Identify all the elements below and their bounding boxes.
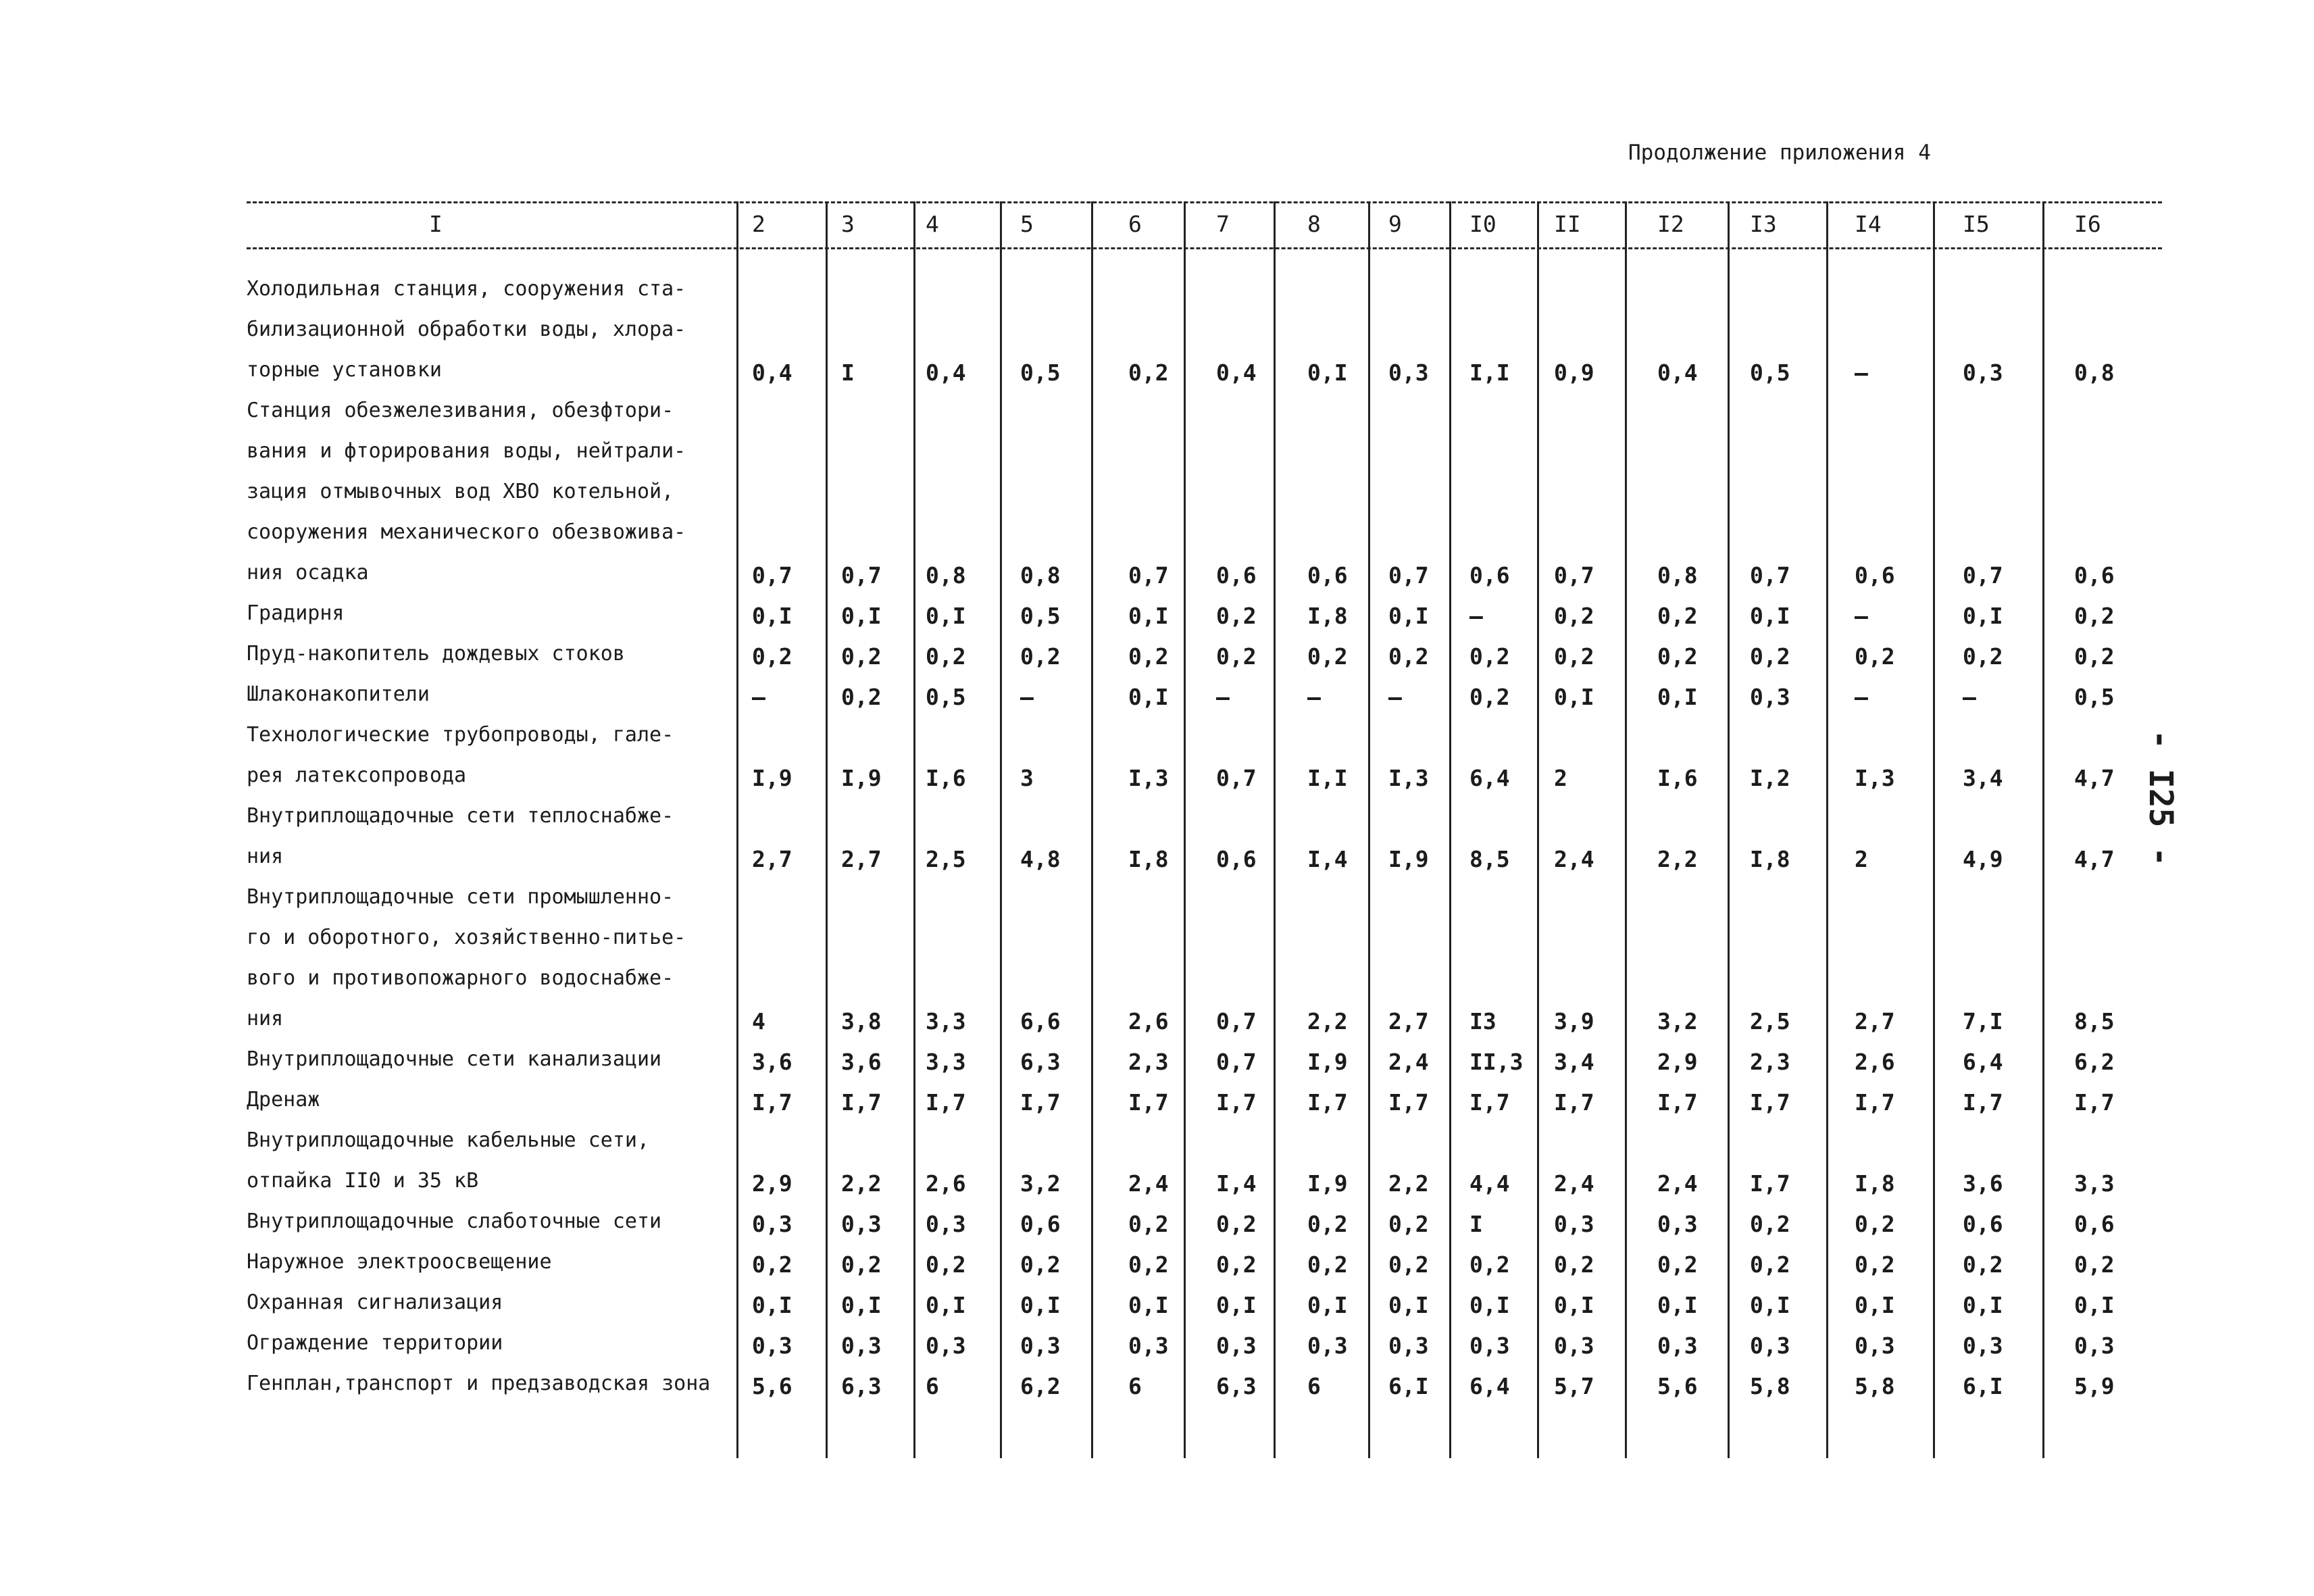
table-cell: 0,2 bbox=[1554, 603, 1594, 629]
column-separator bbox=[1933, 201, 1935, 1458]
table-cell: 2,9 bbox=[1657, 1049, 1698, 1075]
column-separator bbox=[1274, 201, 1276, 1458]
table-cell: 0,2 bbox=[1216, 1251, 1257, 1278]
table-cell: 0,6 bbox=[1216, 846, 1257, 872]
table-cell: I,9 bbox=[1307, 1170, 1348, 1197]
table-cell: 2,4 bbox=[1657, 1170, 1698, 1197]
table-cell: – bbox=[1020, 684, 1034, 710]
table-cell: 0,I bbox=[841, 603, 882, 629]
table-cell: 6,I bbox=[1388, 1373, 1429, 1399]
table-cell: 0,3 bbox=[1963, 359, 2003, 386]
table-cell: 0,2 bbox=[1469, 684, 1510, 710]
table-cell: 5,6 bbox=[1657, 1373, 1698, 1399]
table-cell: I,9 bbox=[841, 765, 882, 791]
table-cell: – bbox=[1855, 603, 1868, 629]
table-cell: 0,3 bbox=[752, 1211, 793, 1237]
table-cell: I,7 bbox=[2074, 1089, 2115, 1116]
table-cell: 3,2 bbox=[1020, 1170, 1061, 1197]
table-cell: 4,4 bbox=[1469, 1170, 1510, 1197]
table-cell: 3,6 bbox=[1963, 1170, 2003, 1197]
row-label: Шлаконакопители bbox=[247, 682, 430, 706]
continuation-heading: Продолжение приложения 4 bbox=[1628, 141, 1931, 165]
table-cell: 0,5 bbox=[1750, 359, 1790, 386]
table-cell: 3,4 bbox=[1963, 765, 2003, 791]
table-cell: 0,2 bbox=[1963, 643, 2003, 670]
table-cell: 0,2 bbox=[1750, 1211, 1790, 1237]
table-cell: 0,I bbox=[1020, 1292, 1061, 1318]
column-header: 2 bbox=[752, 211, 765, 237]
table-cell: 0,I bbox=[2074, 1292, 2115, 1318]
table-cell: 0,I bbox=[1750, 603, 1790, 629]
table-cell: I3 bbox=[1469, 1008, 1496, 1034]
table-cell: 0,7 bbox=[1750, 562, 1790, 589]
table-cell: 0,2 bbox=[1750, 1251, 1790, 1278]
column-header: I bbox=[429, 211, 443, 237]
table-cell: I bbox=[841, 359, 855, 386]
table-cell: 0,2 bbox=[1469, 1251, 1510, 1278]
row-label: Генплан,транспорт и предзаводская зона bbox=[247, 1372, 711, 1395]
table-cell: I,9 bbox=[1307, 1049, 1348, 1075]
table-cell: 0,7 bbox=[1128, 562, 1169, 589]
row-label: Внутриплощадочные сети теплоснабже- ния bbox=[247, 804, 674, 868]
table-cell: 0,6 bbox=[1469, 562, 1510, 589]
table-cell: – bbox=[1963, 684, 1976, 710]
table-cell: 6,3 bbox=[841, 1373, 882, 1399]
column-separator bbox=[1537, 201, 1539, 1458]
table-cell: 0,2 bbox=[841, 1251, 882, 1278]
table-cell: 0,7 bbox=[1216, 1008, 1257, 1034]
row-label: Внутриплощадочные слаботочные сети bbox=[247, 1210, 662, 1233]
table-cell: – bbox=[1216, 684, 1230, 710]
table-cell: 2,2 bbox=[1657, 846, 1698, 872]
table-cell: 3,3 bbox=[926, 1049, 966, 1075]
table-cell: 3,6 bbox=[841, 1049, 882, 1075]
row-label: Технологические трубопроводы, гале- рея латексопровода bbox=[247, 723, 674, 787]
column-separator bbox=[1000, 201, 1002, 1458]
table-cell: 0,6 bbox=[1020, 1211, 1061, 1237]
row-label: Дренаж bbox=[247, 1088, 320, 1112]
table-cell: 0,3 bbox=[1554, 1211, 1594, 1237]
table-cell: I,8 bbox=[1307, 603, 1348, 629]
table-cell: 2 bbox=[1554, 765, 1567, 791]
column-separator bbox=[1625, 201, 1627, 1458]
table-cell: 0,I bbox=[926, 603, 966, 629]
table-cell: 2,3 bbox=[1128, 1049, 1169, 1075]
table-cell: I,7 bbox=[1307, 1089, 1348, 1116]
table-cell: 0,4 bbox=[752, 359, 793, 386]
row-label: Градирня bbox=[247, 601, 345, 625]
column-separator bbox=[1184, 201, 1186, 1458]
table-cell: – bbox=[1855, 359, 1868, 386]
table-cell: II,3 bbox=[1469, 1049, 1524, 1075]
column-header: 4 bbox=[926, 211, 939, 237]
column-header: II bbox=[1554, 211, 1581, 237]
table-cell: 0,I bbox=[926, 1292, 966, 1318]
table-cell: I bbox=[1469, 1211, 1483, 1237]
column-header: I5 bbox=[1963, 211, 1990, 237]
table-cell: 0,2 bbox=[1657, 643, 1698, 670]
table-cell: 2,7 bbox=[1855, 1008, 1895, 1034]
table-cell: 4 bbox=[752, 1008, 765, 1034]
table-cell: 0,2 bbox=[1307, 1251, 1348, 1278]
table-cell: 0,3 bbox=[2074, 1332, 2115, 1359]
table-cell: 0,2 bbox=[1554, 1251, 1594, 1278]
table-cell: I,7 bbox=[1750, 1089, 1790, 1116]
table-cell: I,7 bbox=[1469, 1089, 1510, 1116]
table-cell: 0,3 bbox=[841, 1332, 882, 1359]
table-cell: I,7 bbox=[1554, 1089, 1594, 1116]
table-cell: 0,3 bbox=[1307, 1332, 1348, 1359]
table-cell: 0,2 bbox=[1020, 1251, 1061, 1278]
table-cell: 0,I bbox=[1128, 603, 1169, 629]
table-cell: 0,6 bbox=[1216, 562, 1257, 589]
table-cell: I,7 bbox=[841, 1089, 882, 1116]
table-cell: 0,2 bbox=[2074, 1251, 2115, 1278]
column-separator bbox=[1091, 201, 1093, 1458]
table-cell: 0,8 bbox=[1020, 562, 1061, 589]
table-cell: 0,3 bbox=[1216, 1332, 1257, 1359]
table-cell: 0,7 bbox=[752, 562, 793, 589]
table-cell: 0,I bbox=[1307, 1292, 1348, 1318]
table-cell: 3,2 bbox=[1657, 1008, 1698, 1034]
table-cell: I,7 bbox=[1750, 1170, 1790, 1197]
column-header: 7 bbox=[1216, 211, 1230, 237]
table-cell: I,7 bbox=[1020, 1089, 1061, 1116]
table-cell: 3,3 bbox=[926, 1008, 966, 1034]
table-cell: I,6 bbox=[926, 765, 966, 791]
table-cell: I,7 bbox=[1388, 1089, 1429, 1116]
table-cell: I,7 bbox=[1128, 1089, 1169, 1116]
table-cell: 0,2 bbox=[1128, 1211, 1169, 1237]
table-cell: 6,2 bbox=[1020, 1373, 1061, 1399]
table-cell: I,I bbox=[1469, 359, 1510, 386]
table-cell: 2,7 bbox=[1388, 1008, 1429, 1034]
row-label: Внутриплощадочные сети канализации bbox=[247, 1047, 662, 1071]
table-cell: 2,3 bbox=[1750, 1049, 1790, 1075]
table-cell: 0,I bbox=[752, 603, 793, 629]
table-cell: 0,7 bbox=[1963, 562, 2003, 589]
table-cell: 3,4 bbox=[1554, 1049, 1594, 1075]
table-cell: – bbox=[1469, 603, 1483, 629]
table-cell: 2 bbox=[1855, 846, 1868, 872]
table-cell: 0,3 bbox=[1750, 684, 1790, 710]
table-cell: 4,8 bbox=[1020, 846, 1061, 872]
data-table bbox=[247, 201, 2162, 1458]
table-cell: 0,I bbox=[1963, 603, 2003, 629]
column-separator bbox=[826, 201, 828, 1458]
table-cell: 0,I bbox=[1128, 684, 1169, 710]
table-cell: I,7 bbox=[1216, 1089, 1257, 1116]
table-cell: – bbox=[1855, 684, 1868, 710]
table-cell: 2,4 bbox=[1554, 1170, 1594, 1197]
table-cell: 2,6 bbox=[1128, 1008, 1169, 1034]
table-cell: 0,2 bbox=[1128, 359, 1169, 386]
table-cell: 0,2 bbox=[1307, 643, 1348, 670]
table-cell: I,8 bbox=[1128, 846, 1169, 872]
table-cell: 0,2 bbox=[752, 1251, 793, 1278]
table-cell: 6,4 bbox=[1469, 1373, 1510, 1399]
column-separator bbox=[2042, 201, 2044, 1458]
column-header: I0 bbox=[1469, 211, 1496, 237]
table-cell: 8,5 bbox=[2074, 1008, 2115, 1034]
table-cell: 2,5 bbox=[1750, 1008, 1790, 1034]
table-cell: 0,I bbox=[1750, 1292, 1790, 1318]
table-cell: 0,2 bbox=[1216, 643, 1257, 670]
table-cell: I,4 bbox=[1307, 846, 1348, 872]
table-cell: 0,I bbox=[1469, 1292, 1510, 1318]
table-cell: 0,3 bbox=[841, 1211, 882, 1237]
table-cell: 0,3 bbox=[1963, 1332, 2003, 1359]
table-cell: 0,I bbox=[841, 1292, 882, 1318]
table-cell: I,3 bbox=[1388, 765, 1429, 791]
table-cell: 8,5 bbox=[1469, 846, 1510, 872]
table-cell: 0,I bbox=[1388, 603, 1429, 629]
table-cell: 0,2 bbox=[1388, 643, 1429, 670]
table-cell: 2,4 bbox=[1128, 1170, 1169, 1197]
table-cell: 0,2 bbox=[1216, 603, 1257, 629]
column-header: 6 bbox=[1128, 211, 1142, 237]
table-cell: 6 bbox=[1307, 1373, 1321, 1399]
table-cell: 0,I bbox=[1388, 1292, 1429, 1318]
column-header: I3 bbox=[1750, 211, 1777, 237]
table-cell: 6,4 bbox=[1469, 765, 1510, 791]
table-cell: 0,5 bbox=[1020, 359, 1061, 386]
table-cell: 0,2 bbox=[1750, 643, 1790, 670]
table-cell: 0,6 bbox=[2074, 562, 2115, 589]
table-cell: 6,4 bbox=[1963, 1049, 2003, 1075]
table-cell: 0,2 bbox=[1657, 603, 1698, 629]
table-cell: 0,8 bbox=[1657, 562, 1698, 589]
column-separator bbox=[1449, 201, 1451, 1458]
row-label: Внутриплощадочные сети промышленно- го и оборотного, хозяйственно-питье- вого и противопожарного водоснабже- ния bbox=[247, 885, 686, 1030]
table-cell: 0,3 bbox=[1554, 1332, 1594, 1359]
table-cell: 0,3 bbox=[1388, 359, 1429, 386]
column-header: I4 bbox=[1855, 211, 1882, 237]
column-separator bbox=[913, 201, 915, 1458]
column-separator bbox=[1728, 201, 1730, 1458]
table-cell: 6,2 bbox=[2074, 1049, 2115, 1075]
table-cell: 2,2 bbox=[1388, 1170, 1429, 1197]
table-cell: 0,6 bbox=[1855, 562, 1895, 589]
table-cell: 5,8 bbox=[1855, 1373, 1895, 1399]
table-cell: 0,3 bbox=[1855, 1332, 1895, 1359]
table-cell: I,7 bbox=[752, 1089, 793, 1116]
table-cell: 0,I bbox=[1554, 1292, 1594, 1318]
table-cell: 0,2 bbox=[1855, 1251, 1895, 1278]
table-cell: 0,2 bbox=[1855, 1211, 1895, 1237]
table-cell: 6,6 bbox=[1020, 1008, 1061, 1034]
table-cell: I,9 bbox=[752, 765, 793, 791]
table-cell: 0,2 bbox=[1128, 1251, 1169, 1278]
page-number: - I25 - bbox=[2142, 730, 2180, 867]
table-cell: 2,6 bbox=[1855, 1049, 1895, 1075]
table-cell: 0,3 bbox=[1388, 1332, 1429, 1359]
table-cell: I,3 bbox=[1855, 765, 1895, 791]
table-cell: 0,5 bbox=[1020, 603, 1061, 629]
table-cell: 0,7 bbox=[1216, 1049, 1257, 1075]
table-cell: 0,3 bbox=[1469, 1332, 1510, 1359]
table-cell: 0,2 bbox=[752, 643, 793, 670]
table-cell: 0,2 bbox=[1128, 643, 1169, 670]
table-cell: 0,2 bbox=[1388, 1211, 1429, 1237]
table-cell: 0,2 bbox=[1388, 1251, 1429, 1278]
table-cell: I,7 bbox=[1855, 1089, 1895, 1116]
table-cell: 0,2 bbox=[841, 684, 882, 710]
header-rule bbox=[247, 247, 2162, 249]
table-cell: 5,6 bbox=[752, 1373, 793, 1399]
table-cell: 0,2 bbox=[1855, 643, 1895, 670]
row-label: Наружное электроосвещение bbox=[247, 1250, 552, 1274]
table-cell: 0,I bbox=[1657, 1292, 1698, 1318]
table-cell: – bbox=[1388, 684, 1402, 710]
row-label: Внутриплощадочные кабельные сети, отпайка II0 и 35 кВ bbox=[247, 1128, 650, 1193]
table-cell: 6 bbox=[926, 1373, 939, 1399]
table-cell: 0,I bbox=[1554, 684, 1594, 710]
table-cell: 0,I bbox=[1216, 1292, 1257, 1318]
table-cell: 0,2 bbox=[2074, 603, 2115, 629]
table-cell: 0,8 bbox=[926, 562, 966, 589]
column-separator bbox=[1368, 201, 1370, 1458]
table-cell: 6,3 bbox=[1020, 1049, 1061, 1075]
table-cell: 0,3 bbox=[926, 1211, 966, 1237]
table-cell: 4,7 bbox=[2074, 846, 2115, 872]
row-label: Холодильная станция, сооружения ста- билизационной обработки воды, хлора- торные установки bbox=[247, 277, 686, 382]
table-cell: 0,2 bbox=[1020, 643, 1061, 670]
column-header: 3 bbox=[841, 211, 855, 237]
table-cell: 0,3 bbox=[752, 1332, 793, 1359]
table-cell: 5,7 bbox=[1554, 1373, 1594, 1399]
table-cell: I,8 bbox=[1750, 846, 1790, 872]
table-cell: – bbox=[752, 684, 765, 710]
table-cell: 0,7 bbox=[1388, 562, 1429, 589]
table-cell: I,9 bbox=[1388, 846, 1429, 872]
table-cell: 0,7 bbox=[841, 562, 882, 589]
table-cell: 3,8 bbox=[841, 1008, 882, 1034]
table-cell: I,7 bbox=[1963, 1089, 2003, 1116]
table-cell: 0,2 bbox=[926, 1251, 966, 1278]
table-cell: 0,6 bbox=[1307, 562, 1348, 589]
table-cell: 2,2 bbox=[841, 1170, 882, 1197]
table-cell: 2,4 bbox=[1554, 846, 1594, 872]
table-cell: 0,I bbox=[1128, 1292, 1169, 1318]
table-cell: 0,7 bbox=[1216, 765, 1257, 791]
column-header: 5 bbox=[1020, 211, 1034, 237]
table-cell: 7,I bbox=[1963, 1008, 2003, 1034]
row-label: Ограждение территории bbox=[247, 1331, 503, 1355]
column-header: 8 bbox=[1307, 211, 1321, 237]
table-cell: 0,6 bbox=[2074, 1211, 2115, 1237]
table-cell: 0,2 bbox=[1216, 1211, 1257, 1237]
table-cell: 3,6 bbox=[752, 1049, 793, 1075]
column-separator bbox=[1826, 201, 1828, 1458]
table-cell: 0,2 bbox=[841, 643, 882, 670]
table-cell: I,8 bbox=[1855, 1170, 1895, 1197]
table-cell: I,6 bbox=[1657, 765, 1698, 791]
table-cell: 6 bbox=[1128, 1373, 1142, 1399]
table-cell: 2,7 bbox=[752, 846, 793, 872]
table-cell: 0,2 bbox=[1963, 1251, 2003, 1278]
table-cell: 0,2 bbox=[1554, 643, 1594, 670]
table-cell: 0,2 bbox=[926, 643, 966, 670]
table-cell: 0,2 bbox=[1307, 1211, 1348, 1237]
table-cell: 0,2 bbox=[2074, 643, 2115, 670]
header-rule bbox=[247, 201, 2162, 203]
table-cell: 4,7 bbox=[2074, 765, 2115, 791]
row-label: Пруд-накопитель дождевых стоков bbox=[247, 642, 625, 666]
table-cell: 3,9 bbox=[1554, 1008, 1594, 1034]
table-cell: 2,4 bbox=[1388, 1049, 1429, 1075]
table-cell: 0,4 bbox=[926, 359, 966, 386]
table-cell: 0,I bbox=[1855, 1292, 1895, 1318]
table-cell: 0,3 bbox=[1020, 1332, 1061, 1359]
table-cell: I,3 bbox=[1128, 765, 1169, 791]
table-cell: 0,3 bbox=[1750, 1332, 1790, 1359]
row-label: Станция обезжелезивания, обезфтори- вания и фторирования воды, нейтрали- зация отмывочных вод ХВО котельной, сооружения механического обезвожива- ния осадка bbox=[247, 399, 686, 584]
table-cell: – bbox=[1307, 684, 1321, 710]
table-cell: 0,8 bbox=[2074, 359, 2115, 386]
table-cell: 0,I bbox=[752, 1292, 793, 1318]
column-header: I6 bbox=[2074, 211, 2101, 237]
table-cell: 0,3 bbox=[926, 1332, 966, 1359]
table-cell: 0,2 bbox=[1469, 643, 1510, 670]
table-cell: I,2 bbox=[1750, 765, 1790, 791]
table-cell: 2,7 bbox=[841, 846, 882, 872]
column-separator bbox=[736, 201, 738, 1458]
table-cell: 0,2 bbox=[1657, 1251, 1698, 1278]
table-cell: 6,I bbox=[1963, 1373, 2003, 1399]
table-cell: I,I bbox=[1307, 765, 1348, 791]
table-cell: I,7 bbox=[926, 1089, 966, 1116]
table-cell: 2,9 bbox=[752, 1170, 793, 1197]
table-cell: 6,3 bbox=[1216, 1373, 1257, 1399]
table-cell: 0,I bbox=[1307, 359, 1348, 386]
table-cell: 3,3 bbox=[2074, 1170, 2115, 1197]
table-cell: 0,4 bbox=[1657, 359, 1698, 386]
table-cell: 0,4 bbox=[1216, 359, 1257, 386]
table-cell: 4,9 bbox=[1963, 846, 2003, 872]
table-cell: 0,6 bbox=[1963, 1211, 2003, 1237]
table-cell: 0,I bbox=[1963, 1292, 2003, 1318]
table-cell: 0,5 bbox=[2074, 684, 2115, 710]
row-label: Охранная сигнализация bbox=[247, 1291, 503, 1314]
table-cell: 0,9 bbox=[1554, 359, 1594, 386]
table-cell: 5,9 bbox=[2074, 1373, 2115, 1399]
table-cell: I,7 bbox=[1657, 1089, 1698, 1116]
table-cell: 2,2 bbox=[1307, 1008, 1348, 1034]
column-header: I2 bbox=[1657, 211, 1684, 237]
table-cell: 3 bbox=[1020, 765, 1034, 791]
table-cell: I,4 bbox=[1216, 1170, 1257, 1197]
table-cell: 0,I bbox=[1657, 684, 1698, 710]
table-cell: 5,8 bbox=[1750, 1373, 1790, 1399]
table-cell: 0,5 bbox=[926, 684, 966, 710]
table-cell: 0,7 bbox=[1554, 562, 1594, 589]
table-cell: 2,5 bbox=[926, 846, 966, 872]
table-cell: 0,3 bbox=[1657, 1211, 1698, 1237]
table-cell: 2,6 bbox=[926, 1170, 966, 1197]
table-cell: 0,3 bbox=[1657, 1332, 1698, 1359]
column-header: 9 bbox=[1388, 211, 1402, 237]
table-cell: 0,3 bbox=[1128, 1332, 1169, 1359]
